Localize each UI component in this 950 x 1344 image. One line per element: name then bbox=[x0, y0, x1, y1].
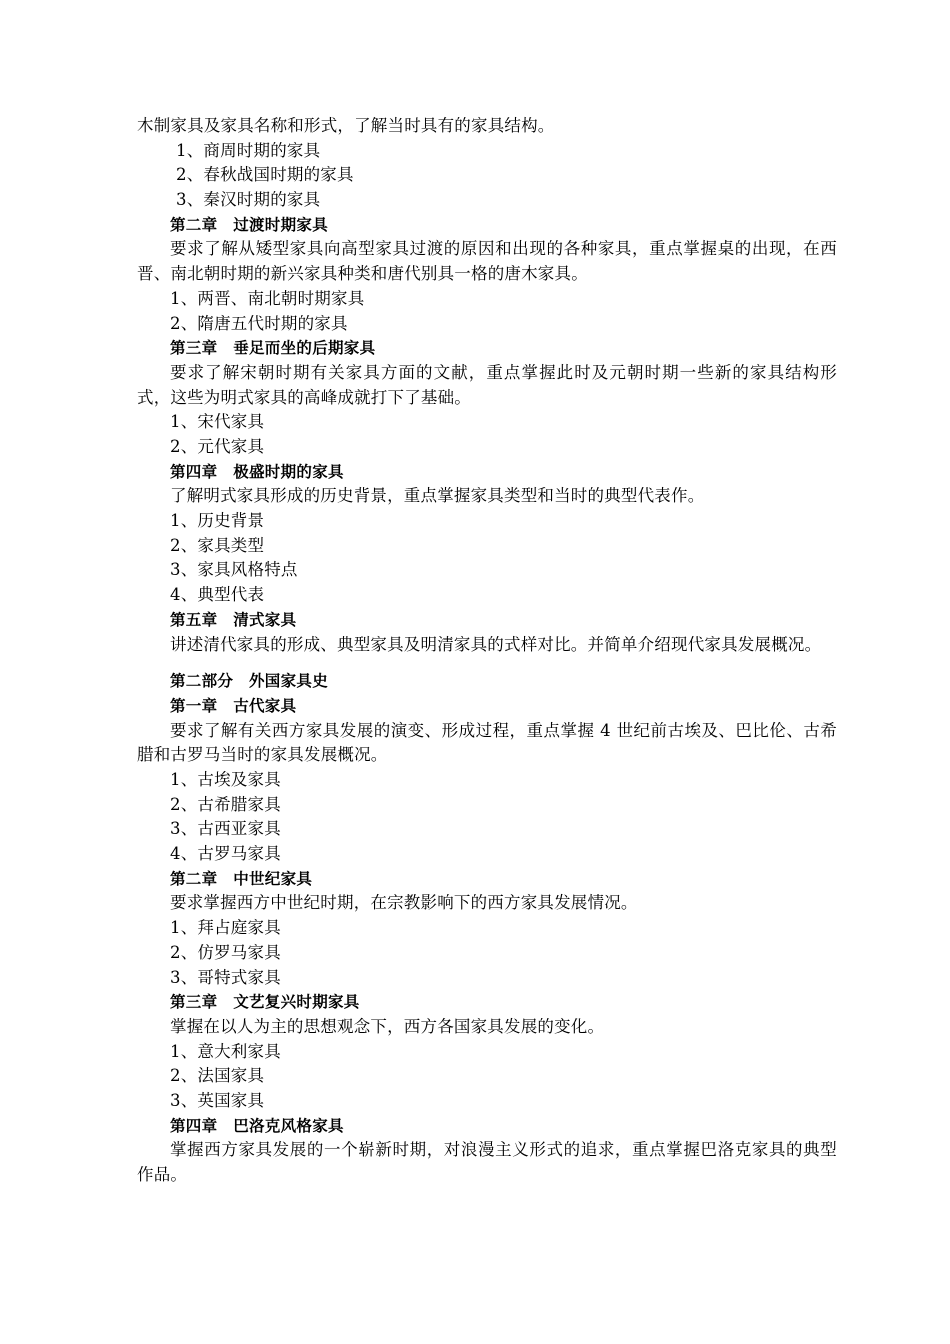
chapter-description: 要求了解从矮型家具向高型家具过渡的原因和出现的各种家具，重点掌握桌的出现，在西晋、南北朝时期的新兴家具种类和唐代别具一格的唐木家具。 bbox=[137, 239, 837, 284]
list-item: 3、英国家具 bbox=[170, 1090, 265, 1110]
intro-line: 木制家具及家具名称和形式，了解当时具有的家具结构。 bbox=[137, 116, 555, 135]
list-item: 2、仿罗马家具 bbox=[170, 942, 281, 962]
list-item: 2、隋唐五代时期的家具 bbox=[170, 313, 348, 333]
chapter-description: 了解明式家具形成的历史背景，重点掌握家具类型和当时的典型代表作。 bbox=[170, 486, 705, 506]
chapter-heading: 第一章 古代家具 bbox=[170, 696, 297, 715]
chapter-description: 讲述清代家具的形成、典型家具及明清家具的式样对比。并简单介绍现代家具发展概况。 bbox=[170, 634, 822, 654]
chapter-heading: 第二章 中世纪家具 bbox=[170, 869, 313, 888]
document-page bbox=[137, 114, 837, 1188]
chapter-description: 要求掌握西方中世纪时期，在宗教影响下的西方家具发展情况。 bbox=[170, 893, 638, 913]
list-item: 1、宋代家具 bbox=[170, 412, 265, 432]
chapter-description: 掌握在以人为主的思想观念下，西方各国家具发展的变化。 bbox=[170, 1016, 605, 1036]
list-item: 3、秦汉时期的家具 bbox=[176, 190, 321, 210]
list-item: 1、两晋、南北朝时期家具 bbox=[170, 288, 365, 308]
chapter-heading: 第三章 文艺复兴时期家具 bbox=[170, 993, 360, 1012]
chapter-heading: 第二章 过渡时期家具 bbox=[170, 215, 329, 234]
chapter-heading: 第四章 巴洛克风格家具 bbox=[170, 1116, 344, 1135]
list-item: 2、家具类型 bbox=[170, 535, 265, 555]
list-item: 2、古希腊家具 bbox=[170, 794, 281, 814]
list-item: 3、家具风格特点 bbox=[170, 560, 298, 580]
list-item: 2、春秋战国时期的家具 bbox=[176, 165, 354, 185]
list-item: 2、元代家具 bbox=[170, 437, 265, 456]
list-item: 1、古埃及家具 bbox=[170, 770, 281, 789]
list-item: 3、哥特式家具 bbox=[170, 967, 281, 987]
section-gap bbox=[137, 657, 837, 669]
list-item: 1、拜占庭家具 bbox=[170, 918, 281, 938]
list-item: 2、法国家具 bbox=[170, 1066, 265, 1086]
chapter-description: 要求了解有关西方家具发展的演变、形成过程，重点掌握 4 世纪前古埃及、巴比伦、古希腊和古罗马当时的家具发展概况。 bbox=[137, 720, 837, 765]
chapter-description: 掌握西方家具发展的一个崭新时期，对浪漫主义形式的追求，重点掌握巴洛克家具的典型作品。 bbox=[137, 1140, 837, 1185]
chapter-heading: 第三章 垂足而坐的后期家具 bbox=[170, 339, 376, 358]
list-item: 3、古西亚家具 bbox=[170, 819, 281, 839]
part-title: 第二部分 外国家具史 bbox=[170, 672, 329, 691]
list-item: 1、意大利家具 bbox=[170, 1041, 281, 1061]
list-item: 1、商周时期的家具 bbox=[176, 140, 321, 160]
list-item: 4、古罗马家具 bbox=[170, 844, 281, 864]
chapter-heading: 第四章 极盛时期的家具 bbox=[170, 462, 344, 481]
chapter-heading: 第五章 清式家具 bbox=[170, 610, 297, 629]
list-item: 4、典型代表 bbox=[170, 585, 265, 605]
chapter-description: 要求了解宋朝时期有关家具方面的文献，重点掌握此时及元朝时期一些新的家具结构形式，这些为明式家具的高峰成就打下了基础。 bbox=[137, 362, 837, 407]
list-item: 1、历史背景 bbox=[170, 511, 265, 531]
